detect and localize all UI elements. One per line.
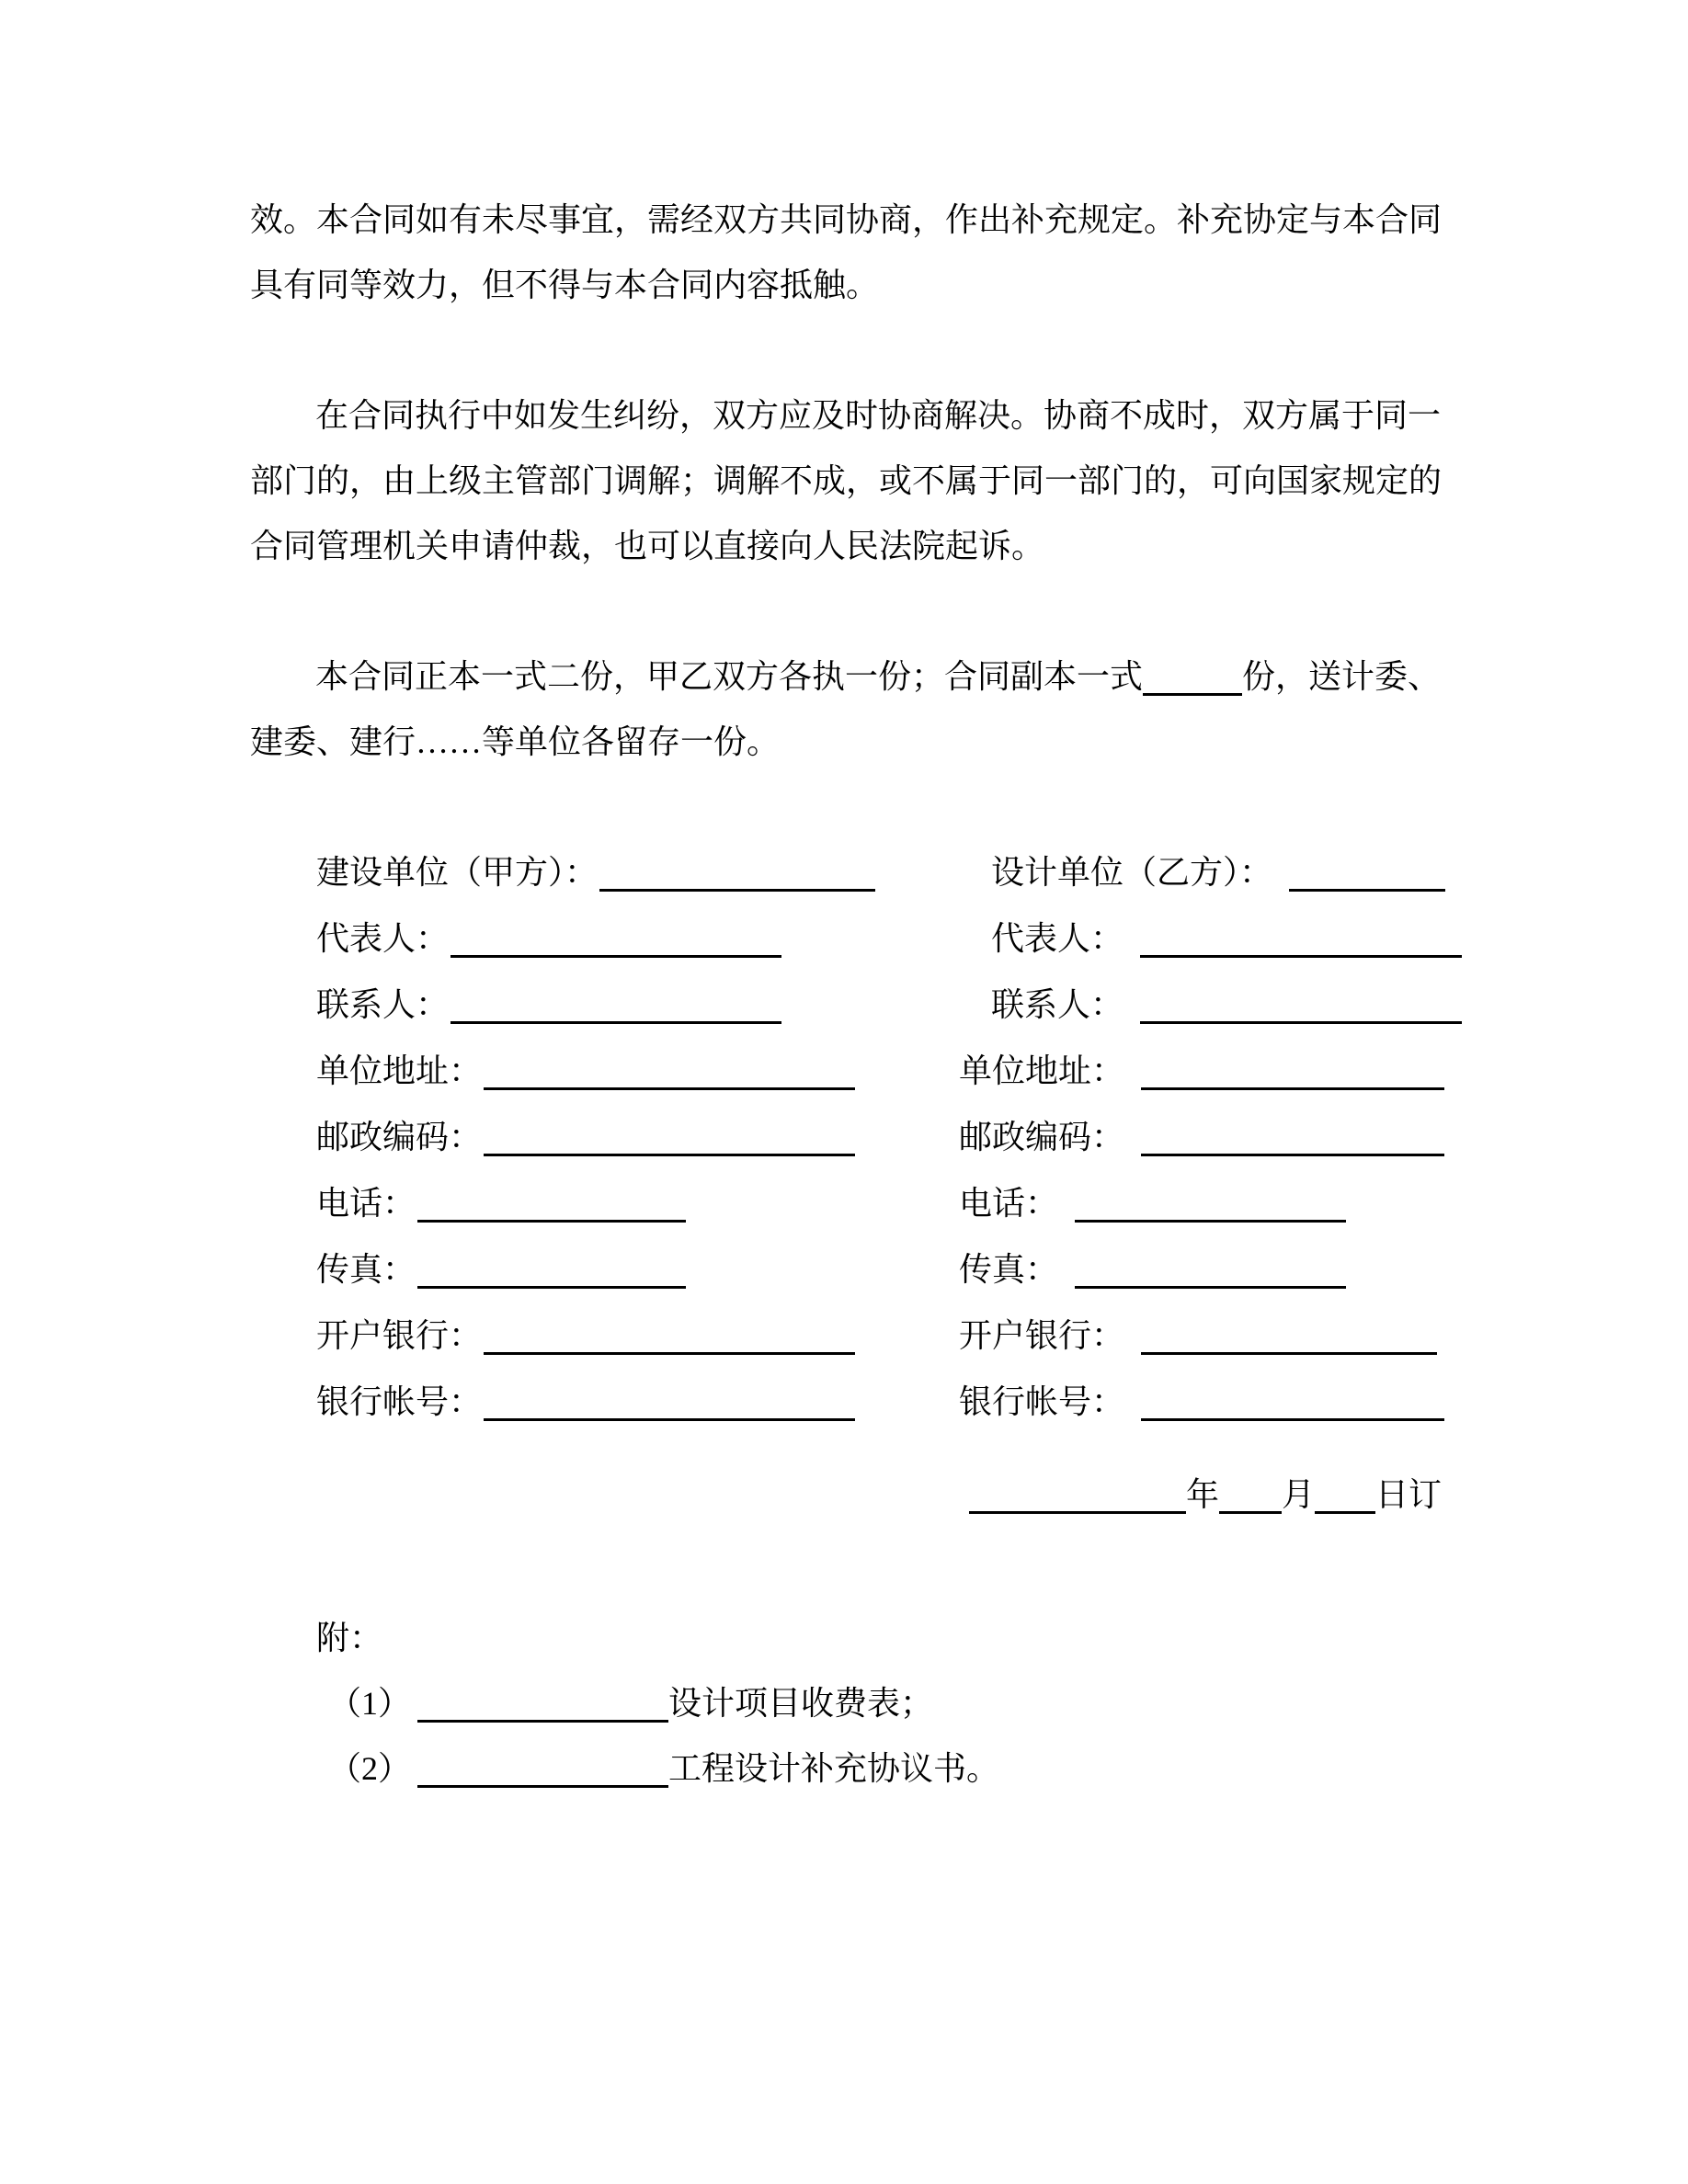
year-blank[interactable]: [969, 1511, 1186, 1514]
copies-count-blank[interactable]: [1143, 693, 1242, 696]
month-label: 月: [1281, 1476, 1315, 1513]
phone-b-blank[interactable]: [1075, 1220, 1346, 1223]
form-row-fax: [250, 1236, 1442, 1302]
construction-unit-label: 建设单位（甲方）：: [316, 854, 599, 891]
day-blank[interactable]: [1315, 1511, 1375, 1514]
account-a-blank[interactable]: [484, 1418, 855, 1421]
phone-a-blank[interactable]: [417, 1220, 686, 1223]
year-label: 年: [1185, 1476, 1219, 1513]
postcode-b-blank[interactable]: [1141, 1154, 1444, 1156]
form-cell: [250, 1104, 959, 1170]
construction-unit-a-blank[interactable]: [599, 889, 875, 892]
form-cell: [250, 1170, 959, 1236]
bank-a-label: 开户银行：: [316, 1317, 483, 1354]
form-cell: [959, 1170, 1442, 1236]
fax-b-label: 传真：: [959, 1251, 1059, 1288]
paragraph-line: 部门的，由上级主管部门调解；调解不成，或不属于同一部门的，可向国家规定的: [250, 462, 1443, 499]
paragraph-copies: [250, 644, 1442, 775]
address-b-blank[interactable]: [1141, 1087, 1444, 1090]
form-row-account: [250, 1369, 1442, 1435]
form-cell: [959, 972, 1462, 1038]
representative-a-blank[interactable]: [451, 955, 781, 958]
form-row-representative: [250, 905, 1442, 972]
bank-b-blank[interactable]: [1141, 1352, 1437, 1355]
address-a-label: 单位地址：: [316, 1052, 483, 1089]
postcode-a-label: 邮政编码：: [316, 1119, 483, 1155]
paragraph-supplement: [250, 188, 1442, 318]
form-cell: [959, 1369, 1444, 1435]
form-row-postcode: [250, 1104, 1442, 1170]
form-cell: [250, 1369, 959, 1435]
document-content: [250, 188, 1442, 1802]
contact-a-blank[interactable]: [451, 1021, 781, 1024]
copies-text-pre: 本合同正本一式二份，甲乙双方各执一份；合同副本一式: [315, 658, 1144, 695]
attachment-1-number: （1）: [328, 1685, 412, 1722]
bank-a-blank[interactable]: [484, 1352, 855, 1355]
fax-b-blank[interactable]: [1075, 1286, 1346, 1289]
form-cell: [250, 1038, 959, 1104]
attachment-item-1: [250, 1671, 1442, 1736]
fax-a-label: 传真：: [316, 1251, 416, 1288]
form-cell: [959, 1104, 1444, 1170]
paragraph-line: [250, 644, 1442, 710]
paragraph-dispute: [250, 383, 1442, 579]
form-cell: [959, 1302, 1442, 1369]
paragraph-line: 效。本合同如有未尽事宜，需经双方共同协商，作出补充规定。补充协定与本合同: [250, 201, 1443, 238]
fax-a-blank[interactable]: [417, 1286, 686, 1289]
representative-a-label: 代表人：: [316, 920, 450, 957]
representative-b-blank[interactable]: [1140, 955, 1462, 958]
postcode-a-blank[interactable]: [484, 1154, 855, 1156]
form-cell: [250, 1302, 959, 1369]
paragraph-line: 具有同等效力，但不得与本合同内容抵触。: [250, 267, 880, 303]
phone-a-label: 电话：: [316, 1185, 416, 1222]
form-cell: [250, 1236, 959, 1302]
attachment-2-label: 工程设计补充协议书。: [668, 1750, 1000, 1787]
attachments-title: 附：: [316, 1620, 383, 1656]
bank-b-label: 开户银行：: [959, 1317, 1125, 1354]
attachment-2-number: （2）: [328, 1750, 412, 1787]
form-cell: [959, 839, 1445, 905]
account-a-label: 银行帐号：: [316, 1383, 483, 1420]
form-cell: [959, 1236, 1442, 1302]
attachment-2-blank[interactable]: [417, 1785, 668, 1788]
form-cell: [959, 905, 1462, 972]
phone-b-label: 电话：: [959, 1185, 1059, 1222]
paragraph-line: 在合同执行中如发生纠纷，双方应及时协商解决。协商不成时，双方属于同一: [315, 397, 1442, 434]
form-row-address: [250, 1038, 1442, 1104]
representative-b-label: 代表人：: [991, 920, 1124, 957]
attachment-1-label: 设计项目收费表；: [668, 1685, 934, 1722]
contact-a-label: 联系人：: [316, 986, 450, 1023]
design-unit-b-blank[interactable]: [1289, 889, 1445, 892]
form-cell: [250, 839, 959, 905]
address-b-label: 单位地址：: [959, 1052, 1125, 1089]
form-row-unit: [250, 839, 1442, 905]
attachment-item-2: [250, 1736, 1442, 1802]
form-row-bank: [250, 1302, 1442, 1369]
form-row-contact: [250, 972, 1442, 1038]
date-line: [250, 1462, 1442, 1528]
attachments-section: [250, 1606, 1442, 1802]
postcode-b-label: 邮政编码：: [959, 1119, 1125, 1155]
contact-b-label: 联系人：: [991, 986, 1124, 1023]
paragraph-line: 合同管理机关申请仲裁，也可以直接向人民法院起诉。: [250, 528, 1045, 564]
paragraph-line: 建委、建行……等单位各留存一份。: [250, 723, 781, 760]
address-a-blank[interactable]: [484, 1087, 855, 1090]
form-cell: [250, 972, 959, 1038]
day-label: 日订: [1374, 1476, 1442, 1513]
design-unit-label: 设计单位（乙方）：: [991, 854, 1273, 891]
attachment-1-blank[interactable]: [417, 1720, 668, 1723]
contact-b-blank[interactable]: [1140, 1021, 1462, 1024]
copies-text-post: 份，送计委、: [1242, 658, 1442, 695]
account-b-blank[interactable]: [1141, 1418, 1444, 1421]
form-cell: [959, 1038, 1444, 1104]
signature-form: [250, 839, 1442, 1435]
month-blank[interactable]: [1219, 1511, 1282, 1514]
form-row-phone: [250, 1170, 1442, 1236]
account-b-label: 银行帐号：: [959, 1383, 1125, 1420]
form-cell: [250, 905, 959, 972]
